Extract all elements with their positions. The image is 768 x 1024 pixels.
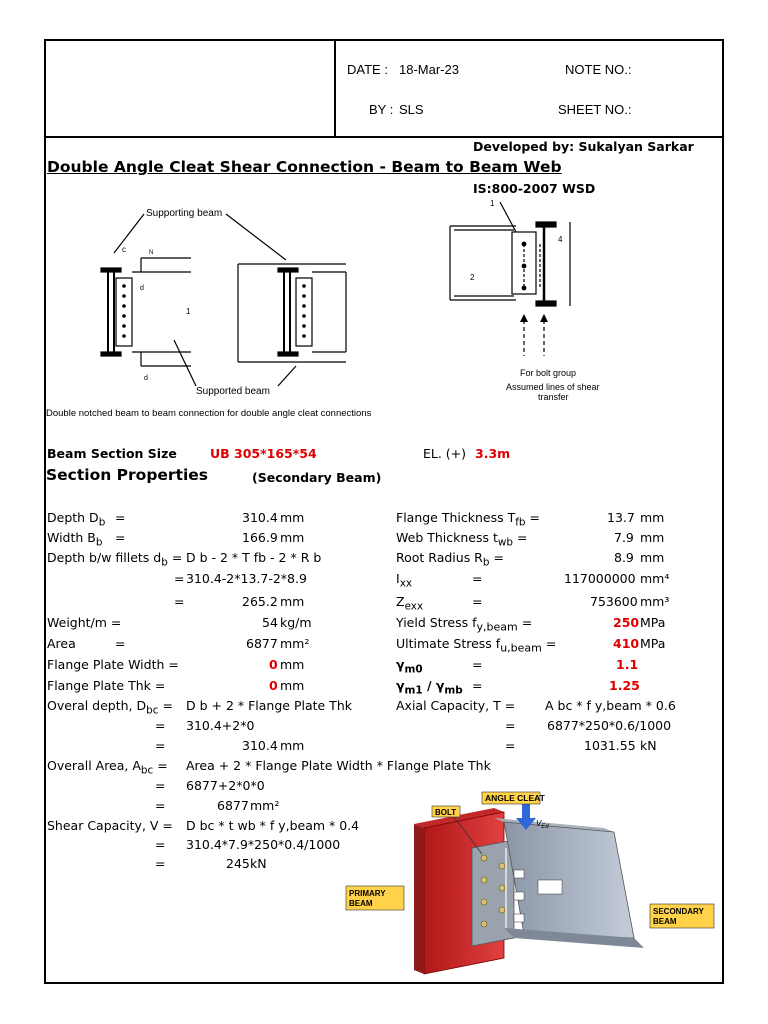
shear-capacity-value: 245 — [226, 856, 250, 871]
zexx-label: $Z_{exx}$ — [396, 594, 424, 613]
connection-3d-figure — [344, 788, 720, 982]
root-radius-unit: mm — [640, 550, 665, 565]
transfer-label: transfer — [538, 392, 569, 402]
primary-beam-label: PRIMARY — [349, 889, 386, 898]
overall-depth-expression: 310.4+2*0 — [186, 718, 255, 733]
figure-caption: Double notched beam to beam connection for double angle cleat connections — [46, 408, 372, 419]
fillet-depth-value: 265.2 — [242, 594, 278, 609]
flange-plate-width-label: Flange Plate Width = — [47, 657, 179, 672]
secondary-beam-label: SECONDARY — [653, 907, 704, 916]
weight-unit: kg/m — [280, 615, 312, 630]
shear-capacity-unit: kN — [250, 856, 267, 871]
fig2-label-4: 4 — [558, 235, 563, 244]
label-c: c — [122, 245, 126, 254]
overall-area-label: Overall Area, $A_{bc}$ = — [47, 758, 168, 777]
by-value: SLS — [399, 102, 424, 117]
shear-lines-label: Assumed lines of shear — [506, 382, 600, 392]
axial-capacity-eq2: = — [505, 738, 516, 753]
depth-label: Depth $D_b$ — [47, 510, 106, 529]
depth-value: 310.4 — [242, 510, 278, 525]
elevation-value: 3.3m — [475, 446, 511, 461]
flange-plate-thk-label: Flange Plate Thk = — [47, 678, 166, 693]
fig2-label-2: 2 — [470, 273, 475, 282]
axial-capacity-formula: A bc * f y,beam * 0.6 — [545, 698, 676, 713]
developer-credit: Developed by: Sukalyan Sarkar — [473, 139, 694, 154]
bolt-group-figure — [440, 196, 600, 404]
overall-area-eq2: = — [155, 798, 166, 813]
sheet-label: SHEET NO.: — [558, 102, 632, 117]
overall-depth-eq2: = — [155, 738, 166, 753]
gamma-m1-eq: = — [472, 678, 483, 693]
web-thickness-value: 7.9 — [614, 530, 634, 545]
ultimate-stress-value: 410 — [613, 636, 640, 651]
area-eq: = — [115, 636, 126, 651]
axial-capacity-value: 1031.55 — [584, 738, 636, 753]
depth-eq: = — [115, 510, 126, 525]
label-num1: 1 — [186, 307, 191, 316]
overall-depth-label: Overal depth, $D_{bc}$ = — [47, 698, 173, 717]
ultimate-stress-unit: MPa — [640, 636, 666, 651]
gamma-m0-value: 1.1 — [616, 657, 639, 672]
root-radius-value: 8.9 — [614, 550, 634, 565]
date-value: 18-Mar-23 — [399, 62, 459, 77]
yield-stress-value: 250 — [613, 615, 640, 630]
label-dct: d — [140, 285, 144, 292]
overall-depth-unit: mm — [280, 738, 305, 753]
fillet-depth-label: Depth b/w fillets $d_b$ = — [47, 550, 183, 569]
width-label: Width $B_b$ — [47, 530, 103, 549]
zexx-unit: mm³ — [640, 594, 670, 609]
ixx-eq: = — [472, 571, 483, 586]
elevation-label: EL. (+) — [423, 446, 467, 461]
notched-beam-figure — [46, 198, 446, 426]
gamma-m1-value: 1.25 — [609, 678, 640, 693]
sheet-header — [46, 41, 722, 138]
flange-plate-thk-value: 0 — [269, 678, 278, 693]
section-properties-sub: (Secondary Beam) — [252, 470, 382, 485]
overall-area-expression: 6877+2*0*0 — [186, 778, 265, 793]
shear-capacity-label: Shear Capacity, V = — [47, 818, 173, 833]
flange-plate-width-value: 0 — [269, 657, 278, 672]
ixx-value: 117000000 — [564, 571, 636, 586]
overall-depth-formula: D b + 2 * Flange Plate Thk — [186, 698, 352, 713]
area-value: 6877 — [246, 636, 278, 651]
overall-depth-eq: = — [155, 718, 166, 733]
shear-capacity-eq2: = — [155, 856, 166, 871]
width-unit: mm — [280, 530, 305, 545]
gamma-m1-label: $\gamma_{m1} / \gamma_{mb}$ — [396, 678, 463, 697]
flange-thickness-label: Flange Thickness $T_{fb}$ = — [396, 510, 540, 529]
axial-capacity-eq: = — [505, 718, 516, 733]
shear-capacity-eq: = — [155, 837, 166, 852]
shear-capacity-formula: D bc * t wb * f y,beam * 0.4 — [186, 818, 360, 833]
bolt-group-label: For bolt group — [520, 368, 577, 378]
fillet-depth-expression: 310.4-2*13.7-2*8.9 — [186, 571, 307, 586]
ultimate-stress-label: Ultimate Stress $f_{u,beam}$ = — [396, 636, 557, 655]
overall-area-eq: = — [155, 778, 166, 793]
fillet-depth-unit: mm — [280, 594, 305, 609]
overall-area-unit: mm² — [250, 798, 280, 813]
fillet-depth-eq2: = — [174, 594, 185, 609]
ixx-label: $I_{xx}$ — [396, 571, 413, 590]
beam-section-value: UB 305*165*54 — [210, 446, 317, 461]
flange-thickness-value: 13.7 — [607, 510, 635, 525]
area-unit: mm² — [280, 636, 310, 651]
logo-box — [46, 41, 336, 136]
zexx-eq: = — [472, 594, 483, 609]
web-thickness-unit: mm — [640, 530, 665, 545]
area-label: Area — [47, 636, 76, 651]
yield-stress-label: Yield Stress $f_{y,beam}$ = — [396, 615, 533, 634]
supporting-beam-label: Supporting beam — [146, 208, 223, 219]
code-reference: IS:800-2007 WSD — [473, 181, 596, 196]
width-eq: = — [115, 530, 126, 545]
fillet-depth-eq: = — [174, 571, 185, 586]
shear-capacity-expression: 310.4*7.9*250*0.4/1000 — [186, 837, 341, 852]
root-radius-label: Root Radius $R_b$ = — [396, 550, 504, 569]
yield-stress-unit: MPa — [640, 615, 666, 630]
fillet-depth-formula: D b - 2 * T fb - 2 * R b — [186, 550, 322, 565]
zexx-value: 753600 — [590, 594, 638, 609]
page-title: Double Angle Cleat Shear Connection - Beam to Beam Web — [47, 158, 562, 176]
label-ds: d — [144, 375, 148, 382]
overall-area-value: 6877 — [217, 798, 249, 813]
flange-thickness-unit: mm — [640, 510, 665, 525]
note-label: NOTE NO.: — [565, 62, 632, 77]
beam-section-label: Beam Section Size — [47, 446, 177, 461]
section-properties-heading: Section Properties — [46, 466, 209, 484]
gamma-m0-eq: = — [472, 657, 483, 672]
primary-beam-label-2: BEAM — [349, 899, 373, 908]
depth-unit: mm — [280, 510, 305, 525]
flange-plate-thk-unit: mm — [280, 678, 305, 693]
label-n: N — [149, 250, 154, 256]
axial-capacity-expression: 6877*250*0.6/1000 — [547, 718, 672, 733]
overall-depth-value: 310.4 — [242, 738, 278, 753]
fig2-label-1: 1 — [490, 199, 495, 208]
weight-value: 54 — [262, 615, 278, 630]
web-thickness-label: Web Thickness $t_{wb}$ = — [396, 530, 528, 549]
flange-plate-width-unit: mm — [280, 657, 305, 672]
ved-label: $V_{Ed}$ — [536, 819, 549, 830]
date-label: DATE : — [347, 62, 388, 77]
axial-capacity-unit: kN — [640, 738, 657, 753]
gamma-m0-label: $\gamma_{m0}$ — [396, 657, 423, 676]
angle-cleat-label: ANGLE CLEAT — [485, 793, 545, 803]
axial-capacity-label: Axial Capacity, T = — [396, 698, 516, 713]
width-value: 166.9 — [242, 530, 278, 545]
by-label: BY : — [369, 102, 394, 117]
secondary-beam-label-2: BEAM — [653, 917, 677, 926]
weight-label: Weight/m = — [47, 615, 122, 630]
supported-beam-label: Supported beam — [196, 386, 270, 397]
ixx-unit: mm⁴ — [640, 571, 670, 586]
overall-area-formula: Area + 2 * Flange Plate Width * Flange Plate Thk — [186, 758, 491, 773]
bolt-label: BOLT — [435, 808, 457, 817]
